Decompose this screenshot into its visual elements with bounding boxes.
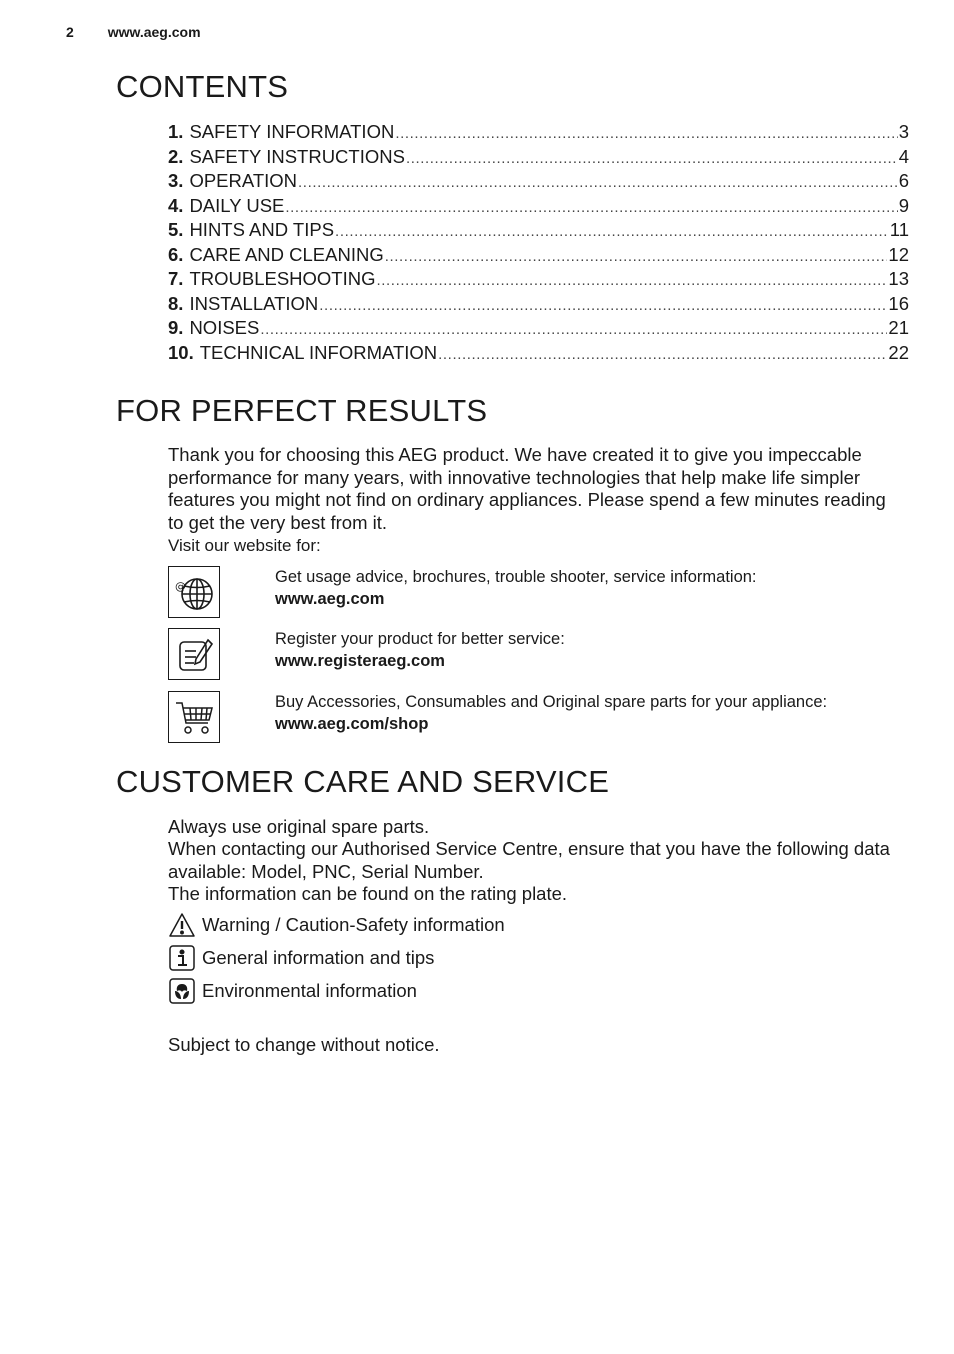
toc-item-number: 5.	[168, 219, 184, 240]
toc-item[interactable]	[168, 194, 909, 219]
customer-care-title: CUSTOMER CARE AND SERVICE	[116, 764, 610, 799]
toc-item-page: 22	[888, 341, 909, 363]
toc-item-page: 3	[898, 121, 909, 142]
toc-item-label: HINTS AND TIPS	[189, 219, 335, 240]
toc-item-number: 8.	[168, 292, 184, 314]
toc-item-label: SAFETY INFORMATION	[189, 121, 395, 142]
toc-item[interactable]	[168, 120, 909, 145]
shop-link-row[interactable]	[168, 691, 908, 747]
globe-icon	[168, 566, 220, 618]
toc-item-page: 21	[888, 317, 909, 338]
toc-item-number: 2.	[168, 145, 184, 167]
toc-leader	[298, 171, 898, 196]
toc-leader	[385, 245, 888, 270]
page-number: 2	[66, 24, 74, 40]
website-link-description: Get usage advice, brochures, trouble shooter, service information:	[275, 568, 757, 586]
toc-item-page: 11	[889, 219, 909, 240]
toc-item-page: 4	[898, 145, 909, 167]
toc-item[interactable]	[168, 267, 909, 292]
environment-icon	[168, 978, 196, 1004]
toc-leader	[406, 147, 898, 172]
toc-item-number: 9.	[168, 317, 184, 338]
toc-item[interactable]	[168, 316, 909, 341]
register-link-text	[275, 628, 565, 672]
toc-item-label: NOISES	[189, 317, 260, 338]
warning-icon	[168, 912, 196, 938]
intro-paragraph: Thank you for choosing this AEG product. We have created it to give you impeccable performance for many years, with innovative technologies that help make life simpler features you might not find on ordinary appliances. Please spend a few minutes reading to get the very best from it.	[168, 444, 886, 533]
toc-item-number: 7.	[168, 268, 184, 289]
care-line-rating-plate: The information can be found on the rating plate.	[168, 883, 568, 904]
toc-leader	[395, 122, 897, 147]
legend-environment	[168, 978, 417, 1004]
change-notice: Subject to change without notice.	[168, 1034, 440, 1055]
toc-leader	[438, 343, 887, 368]
register-link-description: Register your product for better service:	[275, 630, 565, 648]
register-link-row[interactable]	[168, 628, 908, 684]
toc-item-number: 4.	[168, 194, 184, 216]
perfect-results-title: FOR PERFECT RESULTS	[116, 393, 488, 428]
legend-warning-label: Warning / Caution-Safety information	[202, 914, 505, 935]
toc-item-label: SAFETY INSTRUCTIONS	[189, 145, 405, 167]
care-line-original-parts: Always use original spare parts.	[168, 816, 430, 837]
shop-link-description: Buy Accessories, Consumables and Original spare parts for your appliance:	[275, 693, 828, 711]
toc-item-label: CARE AND CLEANING	[189, 243, 384, 265]
legend-info-label: General information and tips	[202, 947, 435, 968]
care-line-contact: When contacting our Authorised Service Centre, ensure that you have the following data available: Model, PNC, Serial Number.	[168, 838, 890, 882]
register-icon	[168, 628, 220, 680]
register-link-url[interactable]: www.registeraeg.com	[275, 652, 445, 670]
toc-item[interactable]	[168, 341, 909, 366]
toc-item-page: 16	[888, 292, 909, 314]
toc-leader	[260, 318, 887, 343]
toc-leader	[319, 294, 887, 319]
svg-text:@: @	[175, 580, 186, 593]
website-link-row[interactable]	[168, 566, 908, 622]
toc-item-label: OPERATION	[189, 170, 298, 191]
legend-warning	[168, 912, 505, 938]
page-header	[66, 24, 201, 40]
legend-info	[168, 945, 434, 971]
shop-link-url[interactable]: www.aeg.com/shop	[275, 715, 429, 733]
website-link-text	[275, 566, 757, 610]
toc-item-number: 10.	[168, 341, 194, 363]
contents-title: CONTENTS	[116, 69, 289, 104]
toc-item[interactable]	[168, 218, 909, 243]
toc-item[interactable]	[168, 169, 909, 194]
toc-item[interactable]	[168, 243, 909, 268]
toc-item-number: 6.	[168, 243, 184, 265]
toc-item-label: TROUBLESHOOTING	[189, 268, 376, 289]
toc-item-label: INSTALLATION	[189, 292, 319, 314]
info-icon	[168, 945, 196, 971]
toc-item-label: DAILY USE	[189, 194, 285, 216]
visit-label: Visit our website for:	[168, 536, 321, 555]
toc-item[interactable]	[168, 145, 909, 170]
website-link-url[interactable]: www.aeg.com	[275, 590, 385, 608]
shop-link-text	[275, 691, 827, 735]
toc-item-page: 13	[888, 268, 909, 289]
table-of-contents	[168, 120, 909, 365]
toc-leader	[285, 196, 897, 221]
toc-item-number: 3.	[168, 170, 184, 191]
toc-item-number: 1.	[168, 121, 184, 142]
toc-leader	[335, 220, 889, 245]
toc-item-page: 12	[888, 243, 909, 265]
shopping-cart-icon	[168, 691, 220, 743]
header-site[interactable]: www.aeg.com	[107, 24, 201, 40]
toc-item-page: 9	[898, 194, 909, 216]
toc-leader	[377, 269, 888, 294]
toc-item-label: TECHNICAL INFORMATION	[199, 341, 438, 363]
toc-item-page: 6	[898, 170, 909, 191]
toc-item[interactable]	[168, 292, 909, 317]
legend-environment-label: Environmental information	[202, 980, 417, 1001]
